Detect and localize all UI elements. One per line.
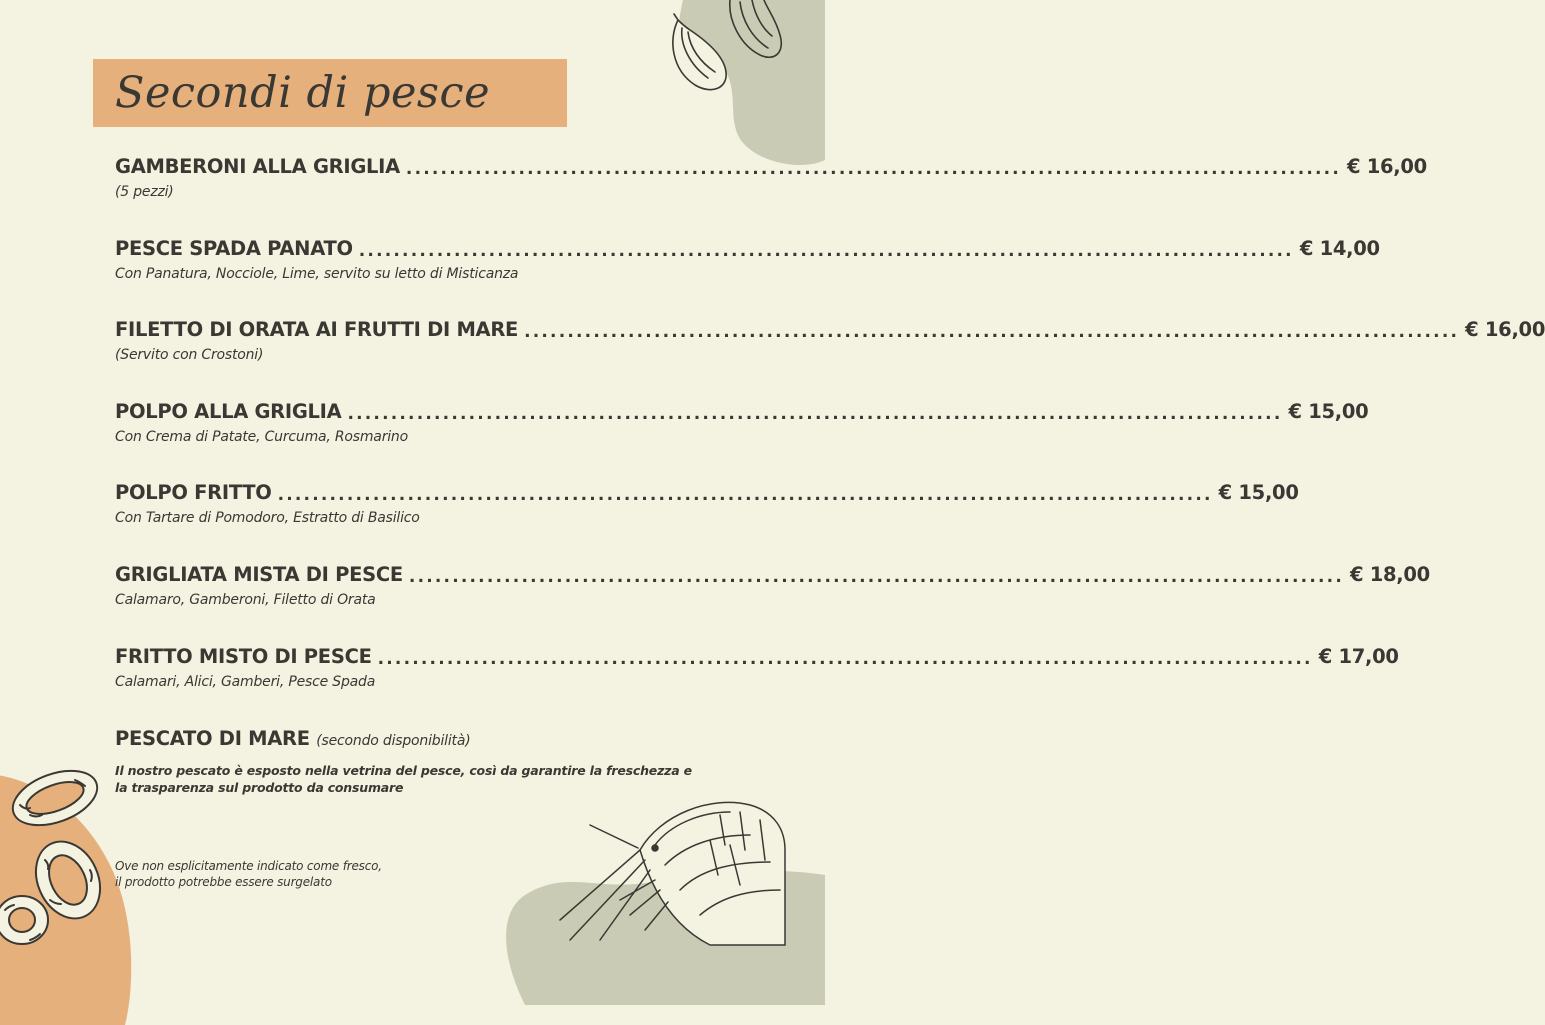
- pescato-section: [115, 724, 705, 796]
- page-title: Secondi di pesce: [115, 68, 491, 118]
- menu-item: [115, 478, 1299, 560]
- menu-item-description: Con Crema di Patate, Curcuma, Rosmarino: [115, 428, 408, 445]
- menu-item-name: GRIGLIATA MISTA DI PESCE: [115, 562, 403, 586]
- garlic-illustration-icon: [660, 0, 785, 100]
- menu-item-name: FILETTO DI ORATA AI FRUTTI DI MARE: [115, 318, 519, 342]
- menu-item-price: € 15,00: [1218, 481, 1299, 505]
- menu-item-name: PESCE SPADA PANATO: [115, 236, 353, 260]
- menu-item: [115, 315, 1545, 397]
- menu-item: [115, 560, 1430, 642]
- pescato-description: Il nostro pescato è esposto nella vetrina del pesce, così da garantire la freschezza e la trasparenza sul prodotto da consumare: [115, 763, 692, 795]
- menu-item-name: GAMBERONI ALLA GRIGLIA: [115, 155, 400, 178]
- footnote-line: Ove non esplicitamente indicato come fresco,: [115, 859, 382, 873]
- menu-item-description: (Servito con Crostoni): [115, 347, 264, 364]
- menu-item-description: Calamari, Alici, Gamberi, Pesce Spada: [115, 673, 376, 690]
- menu-item-price: € 18,00: [1349, 562, 1430, 586]
- menu-item-price: € 16,00: [1465, 318, 1545, 342]
- menu-item-name: POLPO ALLA GRIGLIA: [115, 399, 342, 423]
- shrimp-illustration-icon: [560, 790, 785, 945]
- menu-item-price: € 15,00: [1288, 399, 1369, 423]
- menu-item: [115, 152, 1427, 234]
- frozen-footnote: [115, 858, 435, 890]
- menu-item: [115, 234, 1380, 316]
- menu-item-description: (5 pezzi): [115, 184, 174, 200]
- leader-dots: ............................................................................................................: [347, 403, 1283, 424]
- calamari-rings-illustration-icon: [0, 760, 110, 945]
- leader-dots: ............................................................................................................: [358, 240, 1294, 261]
- menu-item-price: € 17,00: [1318, 644, 1399, 668]
- pescato-availability-note: (secondo disponibilità): [316, 733, 471, 749]
- title-banner: [93, 59, 567, 127]
- menu-item-description: Con Panatura, Nocciole, Lime, servito su letto di Misticanza: [115, 265, 519, 282]
- menu-item-description: Calamaro, Gamberoni, Filetto di Orata: [115, 591, 376, 608]
- leader-dots: ............................................................................................................: [377, 648, 1313, 669]
- leader-dots: ............................................................................................................: [408, 566, 1344, 587]
- menu-item-name: FRITTO MISTO DI PESCE: [115, 644, 372, 668]
- menu-item-name: POLPO FRITTO: [115, 481, 272, 505]
- pescato-title: PESCATO DI MARE: [115, 727, 310, 750]
- leader-dots: ............................................................................................................: [405, 159, 1341, 179]
- menu-item-price: € 16,00: [1347, 155, 1427, 178]
- leader-dots: ............................................................................................................: [524, 322, 1460, 343]
- footnote-line: il prodotto potrebbe essere surgelato: [115, 875, 332, 889]
- menu-item: [115, 642, 1399, 724]
- menu-item-price: € 14,00: [1299, 236, 1380, 260]
- menu-list: [115, 152, 1545, 723]
- leader-dots: ............................................................................................................: [277, 485, 1213, 506]
- menu-item: [115, 397, 1369, 479]
- menu-item-description: Con Tartare di Pomodoro, Estratto di Basilico: [115, 510, 420, 527]
